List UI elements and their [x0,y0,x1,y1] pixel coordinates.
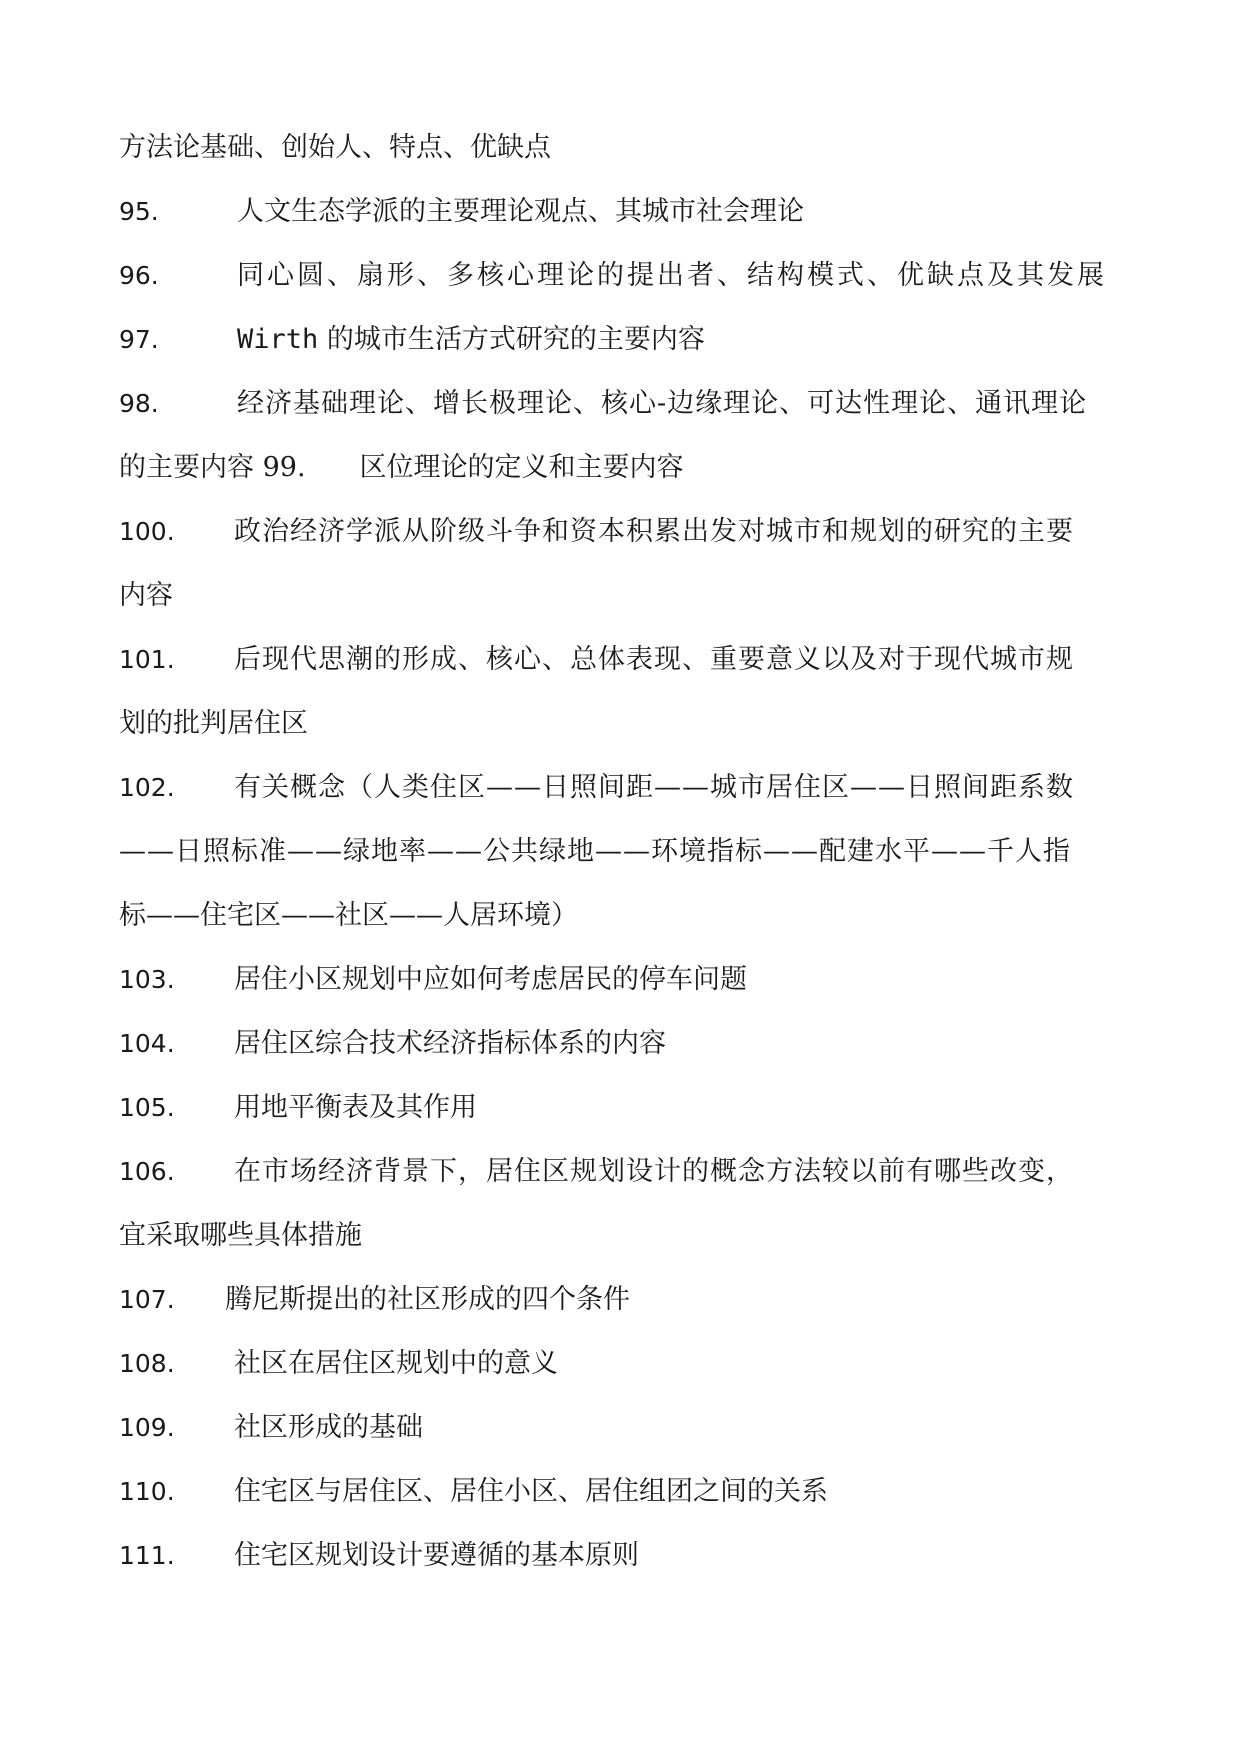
list-item [119,956,1129,1004]
list-item [119,1468,1129,1516]
item-text: 后现代思潮的形成、核心、总体表现、重要意义以及对于现代城市规 [234,644,1074,675]
item-number: 105. [119,1093,175,1122]
list-item [119,764,1129,812]
item-text: 同心圆、扇形、多核心理论的提出者、结构模式、优缺点及其发展 [237,260,1107,291]
list-item [119,188,1129,236]
item-text: 社区在居住区规划中的意义 [234,1348,558,1379]
list-item [119,380,1129,428]
text-line [119,124,1129,172]
item-number: 102. [119,773,175,802]
line-text: 标——住宅区——社区——人居环境） [119,900,578,931]
item-number: 98. [119,389,159,418]
list-item [119,1084,1129,1132]
item-number: 106. [119,1157,175,1186]
line-text: 方法论基础、创始人、特点、优缺点 [119,132,551,163]
item-text: 政治经济学派从阶级斗争和资本积累出发对城市和规划的研究的主要 [234,516,1074,547]
line-text: 宜采取哪些具体措施 [119,1220,362,1251]
item-text: 有关概念（人类住区——日照间距——城市居住区——日照间距系数 [234,772,1074,803]
item-number: 97. [119,325,159,354]
item-number: 103. [119,965,175,994]
item-text: 的城市生活方式研究的主要内容 [318,324,705,355]
list-item [119,1276,1129,1324]
item-text: 人文生态学派的主要理论观点、其城市社会理论 [237,196,804,227]
line-text: 内容 [119,580,173,611]
text-line [119,700,1129,748]
text-line [119,892,1129,940]
item-number: 104. [119,1029,175,1058]
item-number: 96. [119,261,159,290]
item-number: 108. [119,1349,175,1378]
text-line [119,1212,1129,1260]
list-item [119,1020,1129,1068]
list-item [119,1404,1129,1452]
item-text: 住宅区规划设计要遵循的基本原则 [234,1540,639,1571]
line-text: ——日照标准——绿地率——公共绿地——环境指标——配建水平——千人指 [119,836,1071,867]
item-number: 107. [119,1285,175,1314]
item-text: 居住小区规划中应如何考虑居民的停车问题 [234,964,747,995]
item-number: 100. [119,517,175,546]
text-line [119,444,1129,492]
list-item [119,252,1129,300]
item-text: 经济基础理论、增长极理论、核心-边缘理论、可达性理论、通讯理论 [237,388,1088,419]
item-text: 用地平衡表及其作用 [234,1092,477,1123]
text-line [119,572,1129,620]
item-text: 住宅区与居住区、居住小区、居住组团之间的关系 [234,1476,828,1507]
item-number: 111. [119,1541,175,1570]
item-number: 110. [119,1477,175,1506]
text-line [119,828,1129,876]
list-item [119,1340,1129,1388]
item-text: 社区形成的基础 [234,1412,423,1443]
item-text: 腾尼斯提出的社区形成的四个条件 [225,1284,630,1315]
item-text: 在市场经济背景下，居住区规划设计的概念方法较以前有哪些改变， [234,1156,1074,1187]
item-number: 109. [119,1413,175,1442]
list-item [119,636,1129,684]
list-item [119,1532,1129,1580]
list-item [119,508,1129,556]
list-item [119,316,1129,364]
item-prefix: Wirth [237,324,319,355]
line-text: 的主要内容 99. [119,452,306,483]
line-text: 区位理论的定义和主要内容 [359,452,684,483]
item-number: 95. [119,197,159,226]
list-item [119,1148,1129,1196]
item-text: 居住区综合技术经济指标体系的内容 [234,1028,666,1059]
item-number: 101. [119,645,175,674]
line-text: 划的批判居住区 [119,708,308,739]
